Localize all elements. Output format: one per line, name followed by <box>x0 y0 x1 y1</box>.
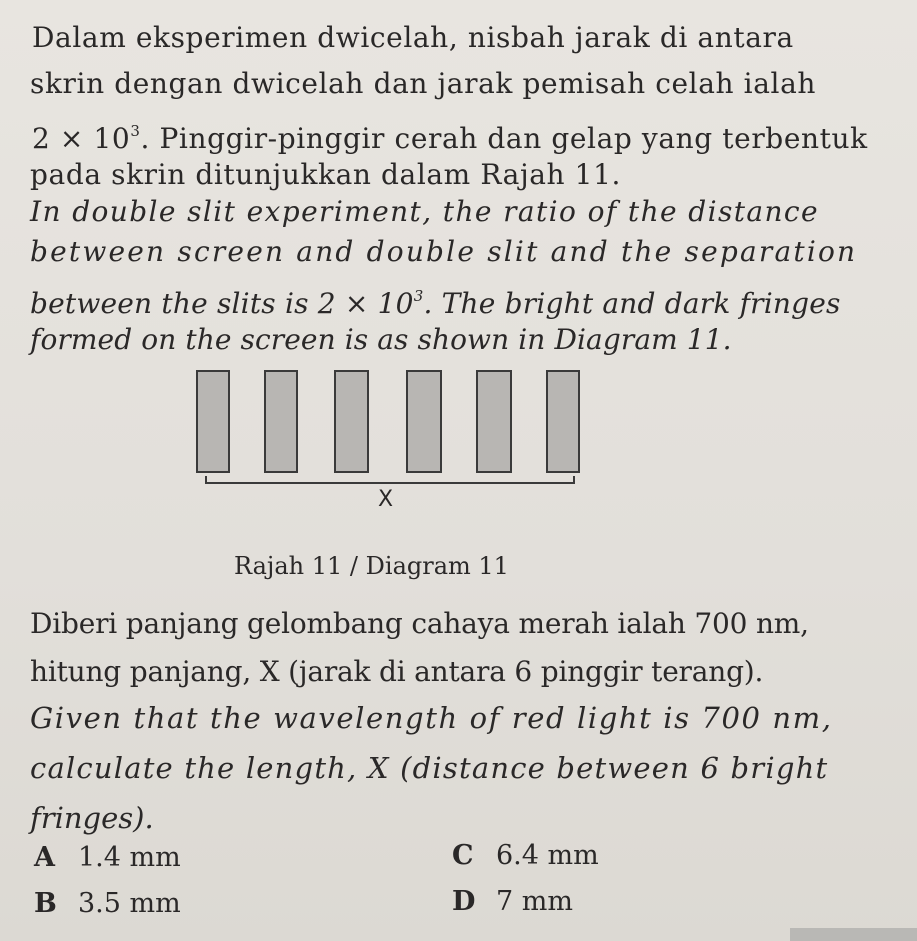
bright-fringe-5 <box>476 370 512 473</box>
option-a[interactable] <box>34 842 181 873</box>
question-malay-line-3 <box>32 113 868 157</box>
page-corner-shadow <box>790 928 917 941</box>
prompt-malay-line-1: Diberi panjang gelombang cahaya merah ialah 700 nm, <box>30 607 809 640</box>
span-x-label: X <box>378 487 394 512</box>
question-malay-line-3-rest: . Pinggir-pinggir cerah dan gelap yang terbentuk <box>140 122 868 155</box>
ratio-value: 2 × 10 <box>32 122 131 155</box>
option-d[interactable] <box>452 886 573 917</box>
option-b-letter: B <box>34 888 57 919</box>
bright-fringe-2 <box>264 370 298 473</box>
question-malay-line-4: pada skrin ditunjukkan dalam Rajah 11. <box>30 158 621 191</box>
prompt-malay-line-2: hitung panjang, X (jarak di antara 6 pinggir terang). <box>30 655 764 688</box>
option-a-text: 1.4 mm <box>78 842 181 873</box>
option-b-text: 3.5 mm <box>78 888 181 919</box>
option-c-letter: C <box>452 840 474 871</box>
prompt-english-line-2: calculate the length, X (distance between 6 bright <box>30 751 829 785</box>
question-english-line-3 <box>30 278 841 322</box>
question-malay-line-2: skrin dengan dwicelah dan jarak pemisah celah ialah <box>30 67 816 100</box>
option-d-letter: D <box>452 886 476 917</box>
bright-fringe-6 <box>546 370 580 473</box>
bright-fringe-4 <box>406 370 442 473</box>
option-c-text: 6.4 mm <box>496 840 599 871</box>
span-x-bracket <box>205 476 575 484</box>
bright-fringe-3 <box>334 370 369 473</box>
ratio-exponent: 3 <box>130 122 141 140</box>
ratio-value-en: between the slits is 2 × 10 <box>30 287 414 320</box>
option-d-text: 7 mm <box>496 886 573 917</box>
option-c[interactable] <box>452 840 599 871</box>
question-english-line-1: In double slit experiment, the ratio of the distance <box>30 195 819 228</box>
question-english-line-3-rest: . The bright and dark fringes <box>423 287 841 320</box>
question-english-line-2: between screen and double slit and the separation <box>30 235 858 268</box>
diagram-caption: Rajah 11 / Diagram 11 <box>234 552 509 580</box>
option-b[interactable] <box>34 888 181 919</box>
question-malay-line-1: Dalam eksperimen dwicelah, nisbah jarak di antara <box>32 21 794 54</box>
option-a-letter: A <box>34 842 55 873</box>
prompt-english-line-1: Given that the wavelength of red light is 700 nm, <box>30 701 833 735</box>
prompt-english-line-3: fringes). <box>30 801 154 835</box>
bright-fringe-1 <box>196 370 230 473</box>
ratio-exponent-en: 3 <box>413 287 424 305</box>
question-english-line-4: formed on the screen is as shown in Diagram 11. <box>30 323 732 356</box>
